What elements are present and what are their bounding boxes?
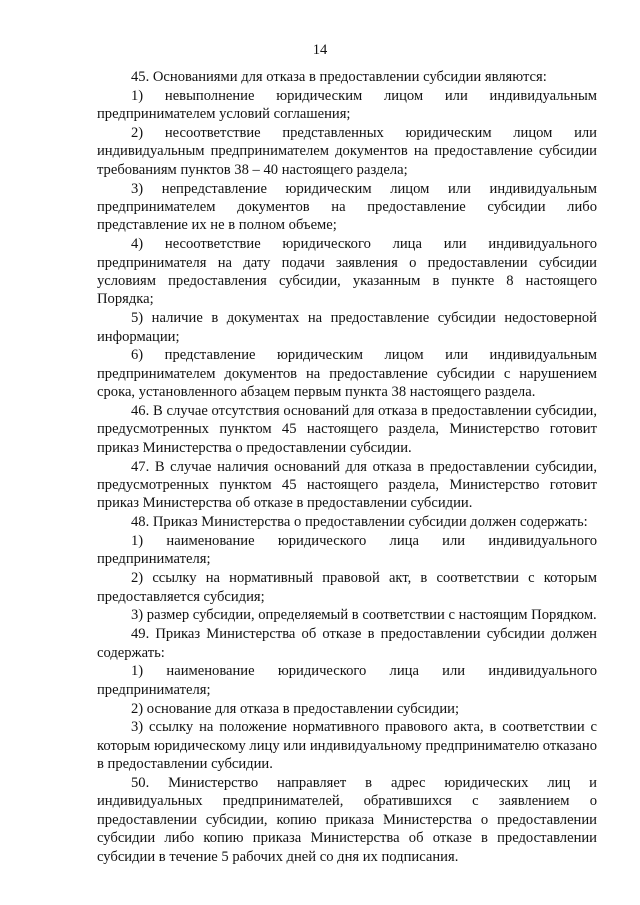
document-body bbox=[97, 68, 597, 867]
page-number: 14 bbox=[312, 42, 328, 58]
paragraph-48-item-3: 3) размер субсидии, определяемый в соответствии с настоящим Порядком. bbox=[131, 607, 597, 624]
paragraph-49-item-1: 1) наименование юридического лица или индивидуального предпринимателя; bbox=[97, 663, 597, 698]
paragraph-45-item-5: 5) наличие в документах на предоставление субсидии недостоверной информации; bbox=[97, 310, 597, 345]
paragraph-48-item-2: 2) ссылку на нормативный правовой акт, в соответствии с которым предоставляется субсидия; bbox=[97, 570, 597, 605]
paragraph-49-item-2: 2) основание для отказа в предоставлении субсидии; bbox=[131, 700, 460, 717]
paragraph-45-item-2: 2) несоответствие представленных юридическим лицом или индивидуальным предпринимателем документов на предоставление субсидии требованиям пунктов 38 – 40 настоящего раздела; bbox=[97, 125, 597, 178]
paragraph-45-item-6: 6) представление юридическим лицом или индивидуальным предпринимателем документов на предоставление субсидии с нарушением срока, установленного абзацем первым пункта 38 настоящего раздела. bbox=[97, 347, 597, 401]
paragraph-45: 45. Основаниями для отказа в предоставлении субсидии являются: bbox=[131, 69, 547, 85]
paragraph-45-item-4: 4) несоответствие юридического лица или индивидуального предпринимателя на дату подачи заявления о предоставлении субсидии условиям предоставления субсидии, указанным в пункте 8 настоящего Порядка; bbox=[97, 236, 597, 308]
paragraph-45-item-1: 1) невыполнение юридическим лицом или индивидуальным предпринимателем условий соглашения; bbox=[97, 87, 597, 123]
paragraph-48: 48. Приказ Министерства о предоставлении субсидии должен содержать: bbox=[131, 514, 588, 531]
paragraph-50: 50. Министерство направляет в адрес юридических лиц и индивидуальных предпринимателей, обратившихся с заявлением о предоставлении субсидии, копию приказа Министерства о предоставлении субсидии либо копию приказа Министерства об отказе в предоставлении субсидии в течение 5 рабочих дней со дня их подписания. bbox=[97, 775, 597, 865]
paragraph-48-item-1: 1) наименование юридического лица или индивидуального предпринимателя; bbox=[97, 533, 597, 568]
paragraph-49-item-3: 3) ссылку на положение нормативного правового акта, в соответствии с которым юридическому лицу или индивидуальному предпринимателю отказано в предоставлении субсидии. bbox=[97, 719, 597, 773]
paragraph-46: 46. В случае отсутствия оснований для отказа в предоставлении субсидии, предусмотренных пунктом 45 настоящего раздела, Министерство готовит приказ Министерства о предоставлении субсидии. bbox=[97, 403, 597, 456]
paragraph-45-item-3: 3) непредставление юридическим лицом или индивидуальным предпринимателем документов на предоставление субсидии либо представление их не в полном объеме; bbox=[97, 180, 597, 234]
paragraph-49: 49. Приказ Министерства об отказе в предоставлении субсидии должен содержать: bbox=[97, 626, 597, 661]
paragraph-47: 47. В случае наличия оснований для отказа в предоставлении субсидии, предусмотренных пунктом 45 настоящего раздела, Министерство готовит приказ Министерства об отказе в предоставлении субсидии. bbox=[97, 458, 597, 512]
